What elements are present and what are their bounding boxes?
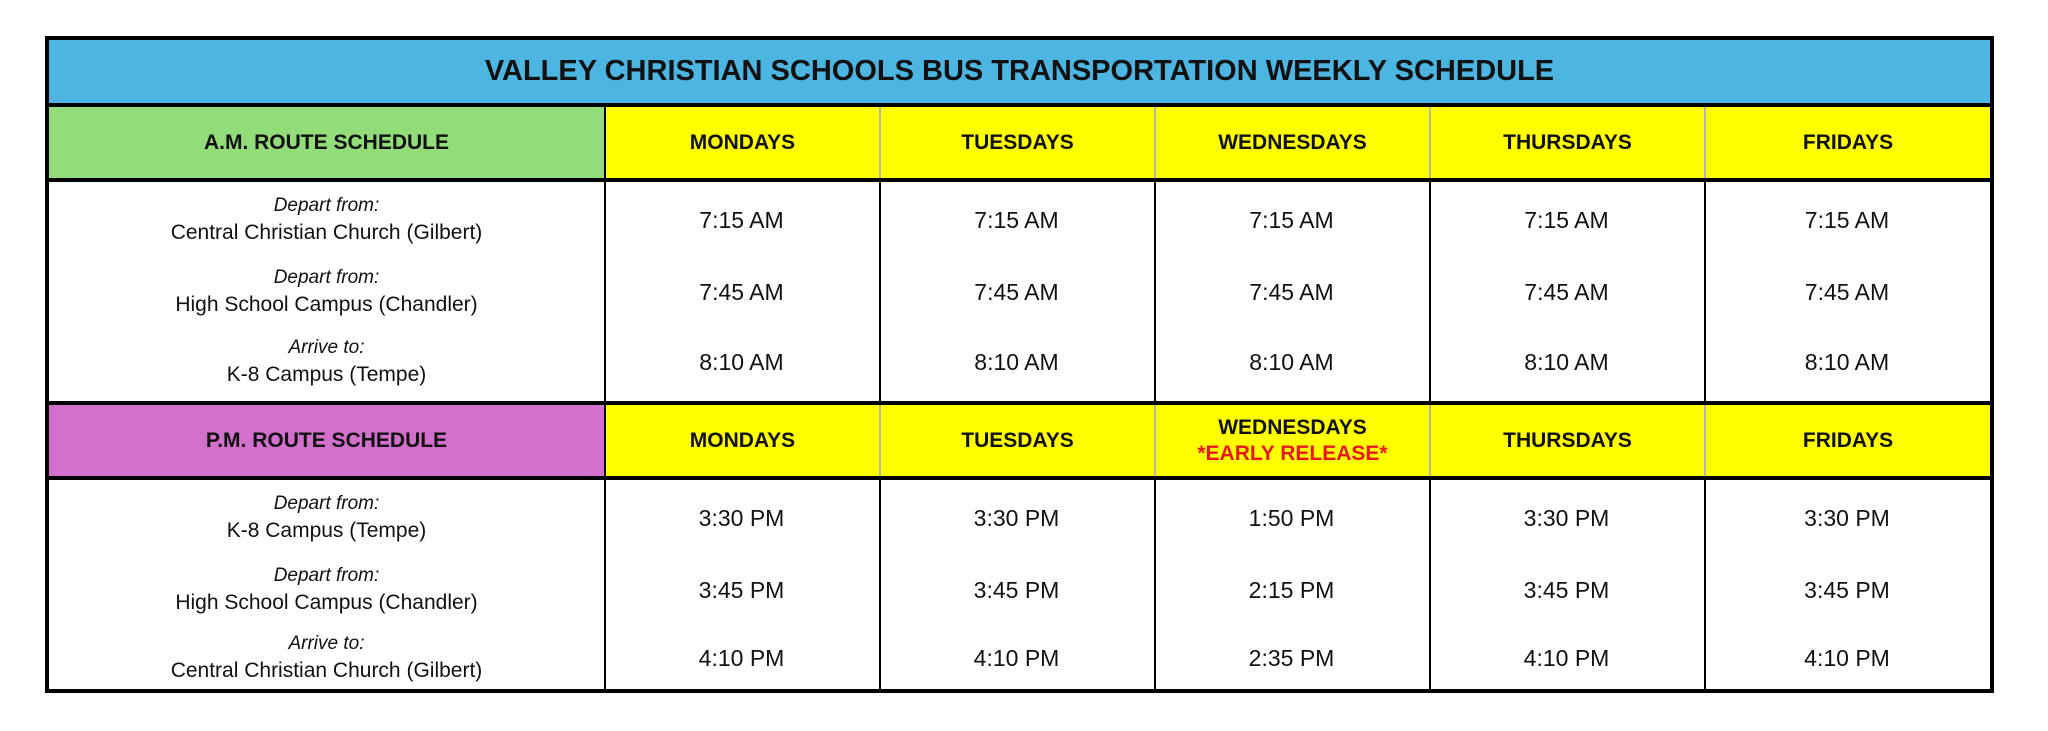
pm-day-thursday: THURSDAYS (1429, 405, 1704, 476)
time-cell: 2:35 PM (1248, 644, 1335, 671)
time-cell: 3:30 PM (973, 504, 1060, 531)
time-cell: 7:45 AM (1524, 278, 1609, 305)
am-row-1 (49, 184, 1990, 256)
pm-header-row (49, 401, 1990, 480)
time-cell: 3:30 PM (1523, 504, 1610, 531)
stop-location (49, 256, 604, 328)
am-day-thursday: THURSDAYS (1429, 107, 1704, 178)
am-day-wednesday: WEDNESDAYS (1154, 107, 1429, 178)
stop-place: High School Campus (Chandler) (175, 292, 478, 316)
time-cell: 7:45 AM (1804, 278, 1890, 305)
time-cell: 4:10 PM (698, 644, 785, 671)
time-cell: 3:45 PM (973, 576, 1060, 603)
time-cell: 8:10 AM (1249, 348, 1334, 375)
stop-prefix: Depart from: (273, 493, 380, 514)
time-cell: 7:45 AM (699, 278, 784, 305)
stop-location (49, 554, 604, 626)
stop-location (49, 184, 604, 256)
time-cell: 4:10 PM (1804, 644, 1890, 671)
time-cell: 1:50 PM (1248, 504, 1335, 531)
am-row-3 (49, 326, 1990, 398)
time-cell: 8:10 AM (974, 348, 1059, 375)
am-row-2 (49, 256, 1990, 328)
stop-place: Central Christian Church (Gilbert) (170, 658, 483, 682)
pm-day-friday: FRIDAYS (1704, 405, 1990, 476)
time-cell: 7:15 AM (699, 206, 784, 233)
time-cell: 3:45 PM (1523, 576, 1610, 603)
time-cell: 7:15 AM (974, 206, 1059, 233)
time-cell: 2:15 PM (1248, 576, 1335, 603)
time-cell: 3:45 PM (1804, 576, 1890, 603)
pm-row-3 (49, 622, 1990, 694)
time-cell: 3:30 PM (698, 504, 785, 531)
stop-prefix: Depart from: (273, 565, 380, 586)
pm-route-label: P.M. ROUTE SCHEDULE (49, 405, 604, 476)
stop-place: Central Christian Church (Gilbert) (170, 220, 483, 244)
schedule-title: VALLEY CHRISTIAN SCHOOLS BUS TRANSPORTATION WEEKLY SCHEDULE (49, 40, 1990, 107)
pm-schedule-body (49, 480, 1990, 693)
am-header-row (49, 107, 1990, 182)
stop-prefix: Arrive to: (288, 633, 365, 654)
stop-place: K-8 Campus (Tempe) (226, 362, 427, 386)
time-cell: 7:15 AM (1524, 206, 1609, 233)
pm-day-monday: MONDAYS (604, 405, 879, 476)
time-cell: 7:45 AM (1249, 278, 1334, 305)
time-cell: 4:10 PM (973, 644, 1060, 671)
stop-location (49, 482, 604, 554)
pm-row-2 (49, 554, 1990, 626)
time-cell: 7:15 AM (1249, 206, 1334, 233)
am-schedule-body (49, 182, 1990, 401)
time-cell: 8:10 AM (1804, 348, 1890, 375)
am-day-friday: FRIDAYS (1704, 107, 1990, 178)
stop-prefix: Depart from: (273, 267, 380, 288)
time-cell: 4:10 PM (1523, 644, 1610, 671)
time-cell: 7:45 AM (974, 278, 1059, 305)
time-cell: 8:10 AM (699, 348, 784, 375)
stop-location (49, 326, 604, 398)
time-cell: 3:45 PM (698, 576, 785, 603)
early-release-note: *EARLY RELEASE* (1197, 441, 1388, 465)
stop-prefix: Arrive to: (288, 337, 365, 358)
am-day-monday: MONDAYS (604, 107, 879, 178)
pm-day-tuesday: TUESDAYS (879, 405, 1154, 476)
stop-place: K-8 Campus (Tempe) (226, 518, 427, 542)
stop-prefix: Depart from: (273, 195, 380, 216)
time-cell: 7:15 AM (1804, 206, 1890, 233)
pm-day-wednesday: WEDNESDAYS (1218, 416, 1367, 440)
pm-day-wednesday-header (1154, 405, 1429, 476)
stop-location (49, 622, 604, 694)
am-day-tuesday: TUESDAYS (879, 107, 1154, 178)
pm-row-1 (49, 482, 1990, 554)
stop-place: High School Campus (Chandler) (175, 590, 478, 614)
schedule-table (45, 36, 1994, 693)
time-cell: 8:10 AM (1524, 348, 1609, 375)
time-cell: 3:30 PM (1804, 504, 1890, 531)
am-route-label: A.M. ROUTE SCHEDULE (49, 107, 604, 178)
